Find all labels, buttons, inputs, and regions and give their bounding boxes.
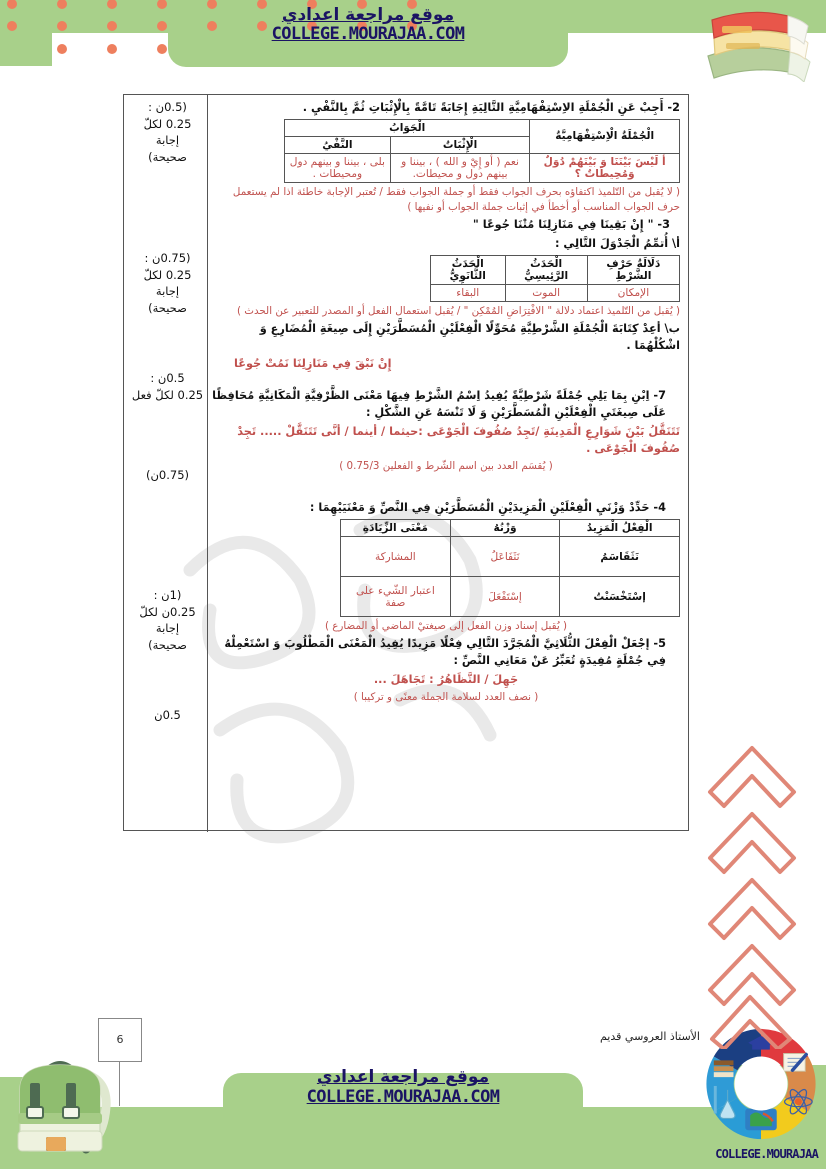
question-5-number: 5- <box>653 636 666 650</box>
question-5-text: إجْعَلْ الْفِعْلَ الثُّلَاثِيَّ الْمُجَرَّدَ التَّالِي فِعْلًا مَزِيدًا يُفِيدُ الْمَعْنَى الْمَطْلُوبَ وَ اسْتَعْمِلْهُ فِي جُمْلَةٍ مُفِيدَةٍ تُعَبِّرُ عَنْ مَعَانِي النَّصِّ : <box>224 636 666 667</box>
mark-q3b: 0.5ن : 0.25 لكلّ فعل <box>131 371 204 402</box>
q3-value-letter: الإمكان <box>587 284 679 301</box>
table-row <box>285 119 680 136</box>
q4-header-verb: الْفِعْلُ الْمَزِيدُ <box>560 520 680 537</box>
question-7-note: ( يُقسَم العدد بين اسم الشّرط و الفعلين 0.75/3 ) <box>339 460 553 473</box>
mark-q3a: (0.75ن : 0.25 لكلّ إجابة صحيحة) <box>143 251 192 316</box>
page-number: 6 <box>116 1033 124 1046</box>
question-2-text: أَجِبْ عَنِ الْجُمْلَةِ الاِسْتِفْهَامِيَّةِ التَّالِيَةِ إِجَابَةً تَامَّةً بِالْإِثْبَاتِ ثُمَّ بِالنَّفْيِ . <box>302 101 664 114</box>
q3-header-second: الْحَدَثُ الثَّانَوِيُّ <box>431 255 506 284</box>
question-3-note: ( يُقبل من التّلميذ اعتماد دلالة " الافْتِرَاضِ المُمْكِن " / يُقبل استعمال الفعل أو المصدر للتعبير عن الحدث ) <box>237 304 680 317</box>
q2-header-answer: الْجَوَابُ <box>285 119 530 136</box>
question-3b-answer: إِنْ نَبْقَ فِي مَنَازِلِنَا نَمُتْ جُوعًا <box>234 357 392 371</box>
table-row <box>431 284 680 301</box>
question-7-text: اِبْنِ بِمَا يَلِي جُمْلَةً شَرْطِيَّةً يُفِيدُ اِسْمُ الشَّرْطِ فِيهَا مَعْنَى الظَّرْفِيَّةِ الْمَكَانِيَّةِ مُحَافِظًا عَلَى صِيغَتَيِ الْفِعْلَيْنِ الْمُسَطَّرَيْنِ وَ لَا تَنْسَهُ عَنِ الشَّكْلِ : <box>212 389 666 420</box>
question-4-number: 4- <box>653 501 666 515</box>
question-2-prompt <box>212 100 680 117</box>
table-row <box>341 537 680 577</box>
footer-brand-url: COLLEGE.MOURAJAA.COM <box>306 1086 500 1107</box>
q3-value-main: الموت <box>505 284 587 301</box>
question-4-text: حَدِّدْ وَزْنَيِ الْفِعْلَيْنِ الْمَزِيدَيْنِ الْمُسَطَّرَيْنِ فِي النَّصِّ وَ مَعْنَيَيْهِمَا : <box>309 501 650 515</box>
table-row <box>431 255 680 284</box>
site-brand-footer[interactable] <box>223 1064 583 1107</box>
question-7-answer: تَتَنَقَّلُ بَيْنَ شَوَارِعِ الْمَدِينَةِ /تَجِدُ صُفُوفَ الْجَوْعَى :حيثما / أينما / أنَّى تَتَنَقَّلْ ..... تَجِدْ صُفُوفَ الْجَوْعَى . <box>237 425 680 456</box>
brand-arabic-label: موقع مراجعة اعدادي <box>281 5 455 25</box>
q4-row1-meaning: المشاركة <box>341 537 451 577</box>
q4-row2-verb: إسْتَخْسَنْتُ <box>560 577 680 617</box>
question-3-table <box>430 255 680 302</box>
question-4-table <box>340 519 680 617</box>
teacher-signature: الأستاذ العروسي قديم <box>599 1030 700 1043</box>
question-3-sentence: " إِنْ بَقِينَا فِي مَنَازِلِنَا مُتْنَا جُوعًا " <box>472 217 654 231</box>
q2-row-negate: بلى ، بيننا و بينهم دول ومحيطات . <box>285 153 391 182</box>
question-5-items: جَهِلَ / التَّظَاهُرُ : تَجَاهَلَ ... <box>373 672 519 686</box>
question-5-prompt <box>212 636 680 670</box>
q2-header-negate: النَّفْيُ <box>285 136 391 153</box>
mark-q4: (1ن : 0.25ن لكلّ إجابة صحيحة) <box>139 588 196 653</box>
question-3-prompt <box>212 217 680 234</box>
q3-value-second: البقاء <box>431 284 506 301</box>
q2-header-affirm: الْإِثْبَاتُ <box>390 136 530 153</box>
mark-q2: (0.5ن : 0.25 لكلّ إجابة صحيحة) <box>143 100 192 165</box>
q4-row2-meaning: اعتبار الشّيء على صفة <box>341 577 451 617</box>
q2-header-question: الْجُمْلَةُ الْاِسْتِفْهَامِيَّةُ <box>530 119 680 153</box>
page-number-stem <box>119 1062 120 1106</box>
q4-row1-verb: نَثَقَاسَمُ <box>560 537 680 577</box>
q2-row-question: أ لَيْسَ بَيْنَنَا وَ بَيْنَهُمْ دُوَلٌ وَمُحِيطَاتٌ ؟ <box>530 153 680 182</box>
footer-corner-url: COLLEGE.MOURAJAA <box>715 1147 818 1161</box>
question-3-number: 3- <box>657 217 670 231</box>
chevron-decoration <box>700 730 810 1030</box>
q4-row2-weight: إسْتَفْعَلَ <box>450 577 560 617</box>
table-row <box>285 153 680 182</box>
question-7-number: 7- <box>653 389 666 403</box>
question-4-note: ( يُقبل إسناد وزن الفعل إلى صيغتيْ الماضي أو المضارع ) <box>324 620 567 632</box>
chevron-overlay-icon <box>706 989 796 1049</box>
question-2-table <box>284 119 680 183</box>
question-7-prompt <box>212 388 680 422</box>
q3-header-letter: دَلَالَةُ حَرْفِ الشَّرْطِ <box>587 255 679 284</box>
question-5-note: ( نصف العدد لسلامة الجملة معنًى و تركيبا ) <box>353 690 539 703</box>
marks-column <box>124 95 207 832</box>
brand-url-label: COLLEGE.MOURAJAA.COM <box>271 24 465 45</box>
q2-row-affirm: نعم ( أو إِيْ و الله ) ، بيننا و بينهم دول و محيطات. <box>390 153 530 182</box>
header-left-notch <box>0 33 52 66</box>
q4-row1-weight: نَثَفَاعَلُ <box>450 537 560 577</box>
question-3a-label: أ\ أُتمِّمُ الْجَدْوَلَ التَّالِي : <box>554 236 680 250</box>
q4-header-weight: وَزْنُهُ <box>450 520 560 537</box>
q3-header-main: الْحَدَثُ الرَّئِيسِيُّ <box>505 255 587 284</box>
site-brand-header[interactable] <box>168 6 568 44</box>
footer-brand-arabic: موقع مراجعة اعدادي <box>316 1067 490 1088</box>
question-2-note: ( لا يُقبل من التّلميذ اكتفاؤه بحرف الجواب فقط أو جملة الجواب فقط / تُعتبر الإجابة خاطئة اذا لم يستعمل حرف الجواب المناسب أو أخطأ في إثبات جملة الجواب أو نفيها ) <box>232 185 680 213</box>
mark-q7: (0.75ن) <box>145 468 190 482</box>
questions-column <box>206 95 688 832</box>
question-3b-label: ب\ أعِدْ كِتَابَةَ الْجُمْلَةِ الشَّرْطِيَّةِ مُحَوِّلًا الْفِعْلَيْنِ الْمُسَطَّرَيْنِ إِلَى صِيغَةِ الْمُضَارِعِ وَ اشْكُلْهُمَا . <box>259 321 680 352</box>
exam-content-frame <box>123 94 689 831</box>
question-4-prompt <box>212 500 680 517</box>
table-row <box>341 577 680 617</box>
mark-q5: 0.5ن <box>154 708 181 722</box>
question-2-number: 2- <box>667 101 680 114</box>
table-row <box>341 520 680 537</box>
q4-header-meaning: مَعْنَى الزِّيَادَةِ <box>341 520 451 537</box>
stacked-books-icon <box>700 2 818 82</box>
